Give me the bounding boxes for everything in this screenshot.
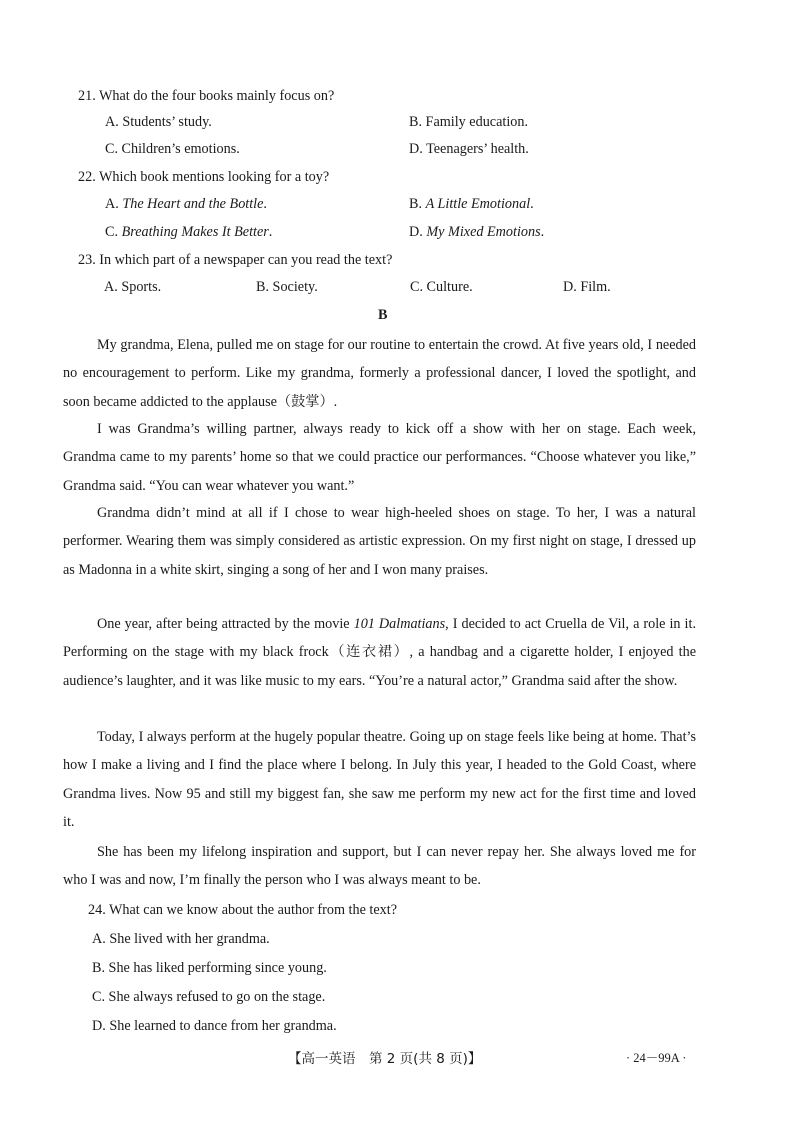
question-22-option-a: A. The Heart and the Bottle. — [105, 196, 267, 212]
question-23-option-c: C. Culture. — [410, 279, 473, 295]
passage-paragraph-2: I was Grandma’s willing partner, always ready to kick off a show with her on stage. Each week, Grandma came to my parents’ home so that we could practice our performances. “Choose whatever you like,” Grandma said. “You can wear whatever you want.” — [63, 421, 696, 494]
passage-paragraph-5: Today, I always perform at the hugely popular theatre. Going up on stage feels like being at home. That’s how I make a living and I find the place where I belong. In July this year, I headed to the Gold Coast, where Grandma lives. Now 95 and still my biggest fan, she saw me perform my new act for the first time and loved it. — [63, 729, 696, 830]
section-b-title: B — [378, 307, 388, 323]
passage-paragraph-4: One year, after being attracted by the movie 101 Dalmatians, I decided to act Cruella de Vil, a role in it. Performing on the stage with my black frock（连衣裙）, a handbag and a cigarette holder, I enjoyed the audience’s laughter, and it was like music to my ears. “You’re a natural actor,” Grandma said after the show. — [63, 616, 696, 689]
book-title: My Mixed Emotions — [426, 224, 541, 240]
page-footer-label: 【高一英语 第 2 页(共 8 页)】 — [288, 1051, 482, 1067]
question-22-stem: 22. Which book mentions looking for a toy? — [78, 169, 330, 185]
question-24-option-c: C. She always refused to go on the stage. — [92, 989, 326, 1005]
question-21-option-a: A. Students’ study. — [105, 114, 212, 130]
question-21-option-d: D. Teenagers’ health. — [409, 141, 529, 157]
passage-paragraph-3: Grandma didn’t mind at all if I chose to wear high-heeled shoes on stage. To her, I was a natural performer. Wearing them was simply considered as artistic expression. On my first night on stage, I dressed up as Madonna in a white skirt, singing a song of her and I won many praises. — [63, 505, 696, 578]
book-title: A Little Emotional — [425, 196, 531, 212]
passage-paragraph-6: She has been my lifelong inspiration and support, but I can never repay her. She always loved me for who I was and now, I’m finally the person who I was always meant to be. — [63, 844, 696, 889]
question-21-stem: 21. What do the four books mainly focus on? — [78, 88, 335, 104]
question-24-option-d: D. She learned to dance from her grandma. — [92, 1018, 337, 1034]
question-24-option-a: A. She lived with her grandma. — [92, 931, 270, 947]
question-23-stem: 23. In which part of a newspaper can you read the text? — [78, 252, 393, 268]
question-24-stem: 24. What can we know about the author from the text? — [88, 902, 398, 918]
question-23-option-d: D. Film. — [563, 279, 611, 295]
question-21-option-c: C. Children’s emotions. — [105, 141, 240, 157]
book-title: The Heart and the Bottle — [122, 196, 264, 212]
question-21-option-b: B. Family education. — [409, 114, 529, 130]
question-22-option-d: D. My Mixed Emotions. — [409, 224, 545, 240]
book-title: Breathing Makes It Better — [121, 224, 269, 240]
movie-title: 101 Dalmatians — [353, 616, 446, 632]
exam-code: · 24－99A · — [626, 1051, 687, 1065]
question-24-option-b: B. She has liked performing since young. — [92, 960, 327, 976]
passage-paragraph-1: My grandma, Elena, pulled me on stage for our routine to entertain the crowd. At five years old, I needed no encouragement to perform. Like my grandma, formerly a professional dancer, I loved the spotlight, and soon became addicted to the applause（鼓掌）. — [63, 337, 696, 410]
question-23-option-a: A. Sports. — [104, 279, 162, 295]
question-23-option-b: B. Society. — [256, 279, 318, 295]
question-22-option-c: C. Breathing Makes It Better. — [105, 224, 273, 240]
question-22-option-b: B. A Little Emotional. — [409, 196, 534, 212]
